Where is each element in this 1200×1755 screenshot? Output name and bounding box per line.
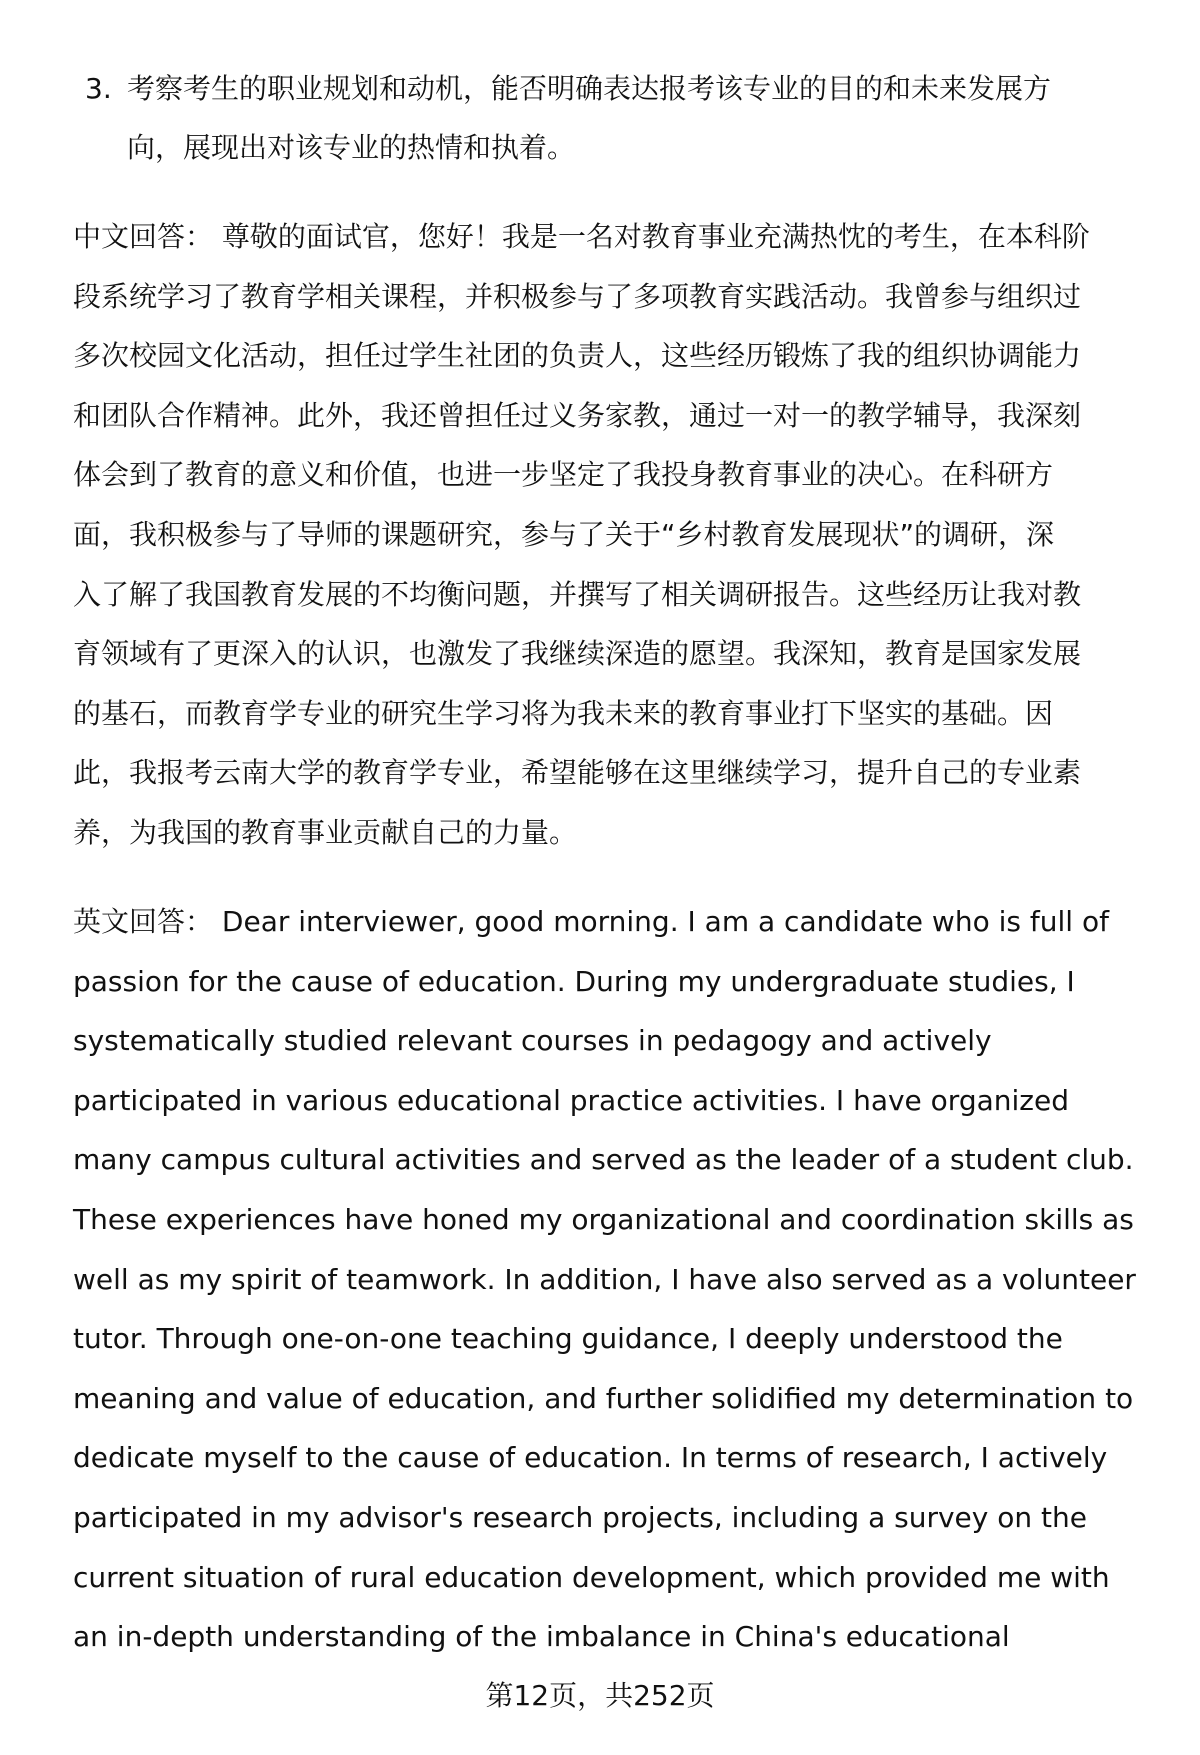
paragraph-line: 育领域有了更深入的认识，也激发了我继续深造的愿望。我深知，教育是国家发展 bbox=[73, 637, 1082, 671]
paragraph-line: 的基石，而教育学专业的研究生学习将为我未来的教育事业打下坚实的基础。因 bbox=[73, 696, 1054, 730]
paragraph-line: 段系统学习了教育学相关课程，并积极参与了多项教育实践活动。我曾参与组织过 bbox=[73, 279, 1082, 313]
paragraph-line: 英文回答： Dear interviewer, good morning. I am a candidate who is full of bbox=[73, 905, 1109, 938]
paragraph-line: 面，我积极参与了导师的课题研究，参与了关于“乡村教育发展现状”的调研，深 bbox=[73, 518, 1055, 551]
paragraph-line: tutor. Through one-on-one teaching guidance, I deeply understood the bbox=[73, 1322, 1063, 1356]
paragraph-line: dedicate myself to the cause of education. In terms of research, I actively bbox=[73, 1441, 1108, 1475]
paragraph-line: 体会到了教育的意义和价值，也进一步坚定了我投身教育事业的决心。在科研方 bbox=[73, 458, 1054, 492]
list-number: 3. bbox=[85, 72, 112, 105]
paragraph-line: passion for the cause of education. During my undergraduate studies, I bbox=[73, 964, 1075, 998]
paragraph-line: These experiences have honed my organizational and coordination skills as bbox=[73, 1203, 1134, 1236]
paragraph-line: systematically studied relevant courses in pedagogy and actively bbox=[73, 1024, 992, 1058]
paragraph-line: 多次校园文化活动，担任过学生社团的负责人，这些经历锻炼了我的组织协调能力 bbox=[73, 339, 1082, 373]
paragraph-line: 中文回答： 尊敬的面试官，您好！我是一名对教育事业充满热忱的考生，在本科阶 bbox=[73, 220, 1090, 253]
paragraph-line: meaning and value of education, and further solidified my determination to bbox=[73, 1381, 1134, 1415]
page-number: 第12页，共252页 bbox=[485, 1679, 715, 1712]
list-item-line: 考察考生的职业规划和动机，能否明确表达报考该专业的目的和未来发展方 bbox=[127, 72, 1052, 105]
paragraph-line: many campus cultural activities and served as the leader of a student club. bbox=[73, 1143, 1134, 1177]
paragraph-line: an in-depth understanding of the imbalance in China's educational bbox=[73, 1620, 1010, 1654]
paragraph-line: 和团队合作精神。此外，我还曾担任过义务家教，通过一对一的教学辅导，我深刻 bbox=[73, 398, 1082, 432]
list-item-line: 向，展现出对该专业的热情和执着。 bbox=[127, 131, 576, 164]
paragraph-line: current situation of rural education development, which provided me with bbox=[73, 1560, 1110, 1594]
paragraph-line: participated in my advisor's research projects, including a survey on the bbox=[73, 1501, 1087, 1534]
paragraph-line: 养，为我国的教育事业贡献自己的力量。 bbox=[73, 816, 578, 849]
paragraph-line: well as my spirit of teamwork. In addition, I have also served as a volunteer bbox=[73, 1262, 1136, 1296]
paragraph-line: 此，我报考云南大学的教育学专业，希望能够在这里继续学习，提升自己的专业素 bbox=[73, 756, 1082, 790]
paragraph-line: participated in various educational practice activities. I have organized bbox=[73, 1083, 1069, 1117]
paragraph-line: 入了解了我国教育发展的不均衡问题，并撰写了相关调研报告。这些经历让我对教 bbox=[73, 577, 1082, 611]
